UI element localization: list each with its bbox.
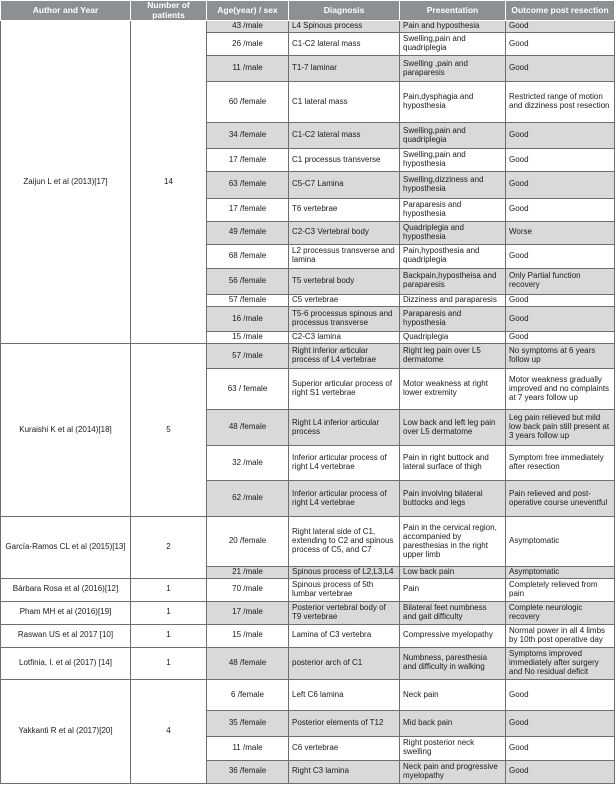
patients-cell: 1 — [131, 624, 207, 647]
outcome-cell: Good — [506, 172, 615, 198]
author-cell: Kuraishi K et al (2014)[18] — [1, 344, 131, 517]
age-cell: 34 /female — [207, 122, 289, 148]
age-cell: 26 /male — [207, 33, 289, 56]
age-cell: 17 /female — [207, 149, 289, 172]
author-cell: García-Ramos CL et al (2015)[13] — [1, 517, 131, 578]
outcome-cell: No symptoms at 6 years follow up — [506, 344, 615, 369]
presentation-cell: Swelling,pain and quadriplegia — [400, 33, 506, 56]
table-row — [1, 344, 615, 369]
diagnosis-cell: C5-C7 Lamina — [289, 172, 400, 198]
age-cell: 17 /female — [207, 198, 289, 221]
presentation-cell: Swelling,pain and hyposthesia — [400, 149, 506, 172]
age-cell: 20 /female — [207, 517, 289, 566]
diagnosis-cell: T6 vertebrae — [289, 198, 400, 221]
presentation-cell: Compressive myelopathy — [400, 624, 506, 647]
header-age-sex: Age(year) / sex — [207, 1, 289, 21]
author-cell: Yakkanti R et al (2017)[20] — [1, 679, 131, 783]
header-patients: Number of patients — [131, 1, 207, 21]
patients-cell: 14 — [131, 21, 207, 344]
outcome-cell: Symptom free immediately after resection — [506, 446, 615, 481]
age-cell: 16 /male — [207, 307, 289, 332]
diagnosis-cell: C1 lateral mass — [289, 82, 400, 123]
header-presentation: Presentation — [400, 1, 506, 21]
diagnosis-cell: Right lateral side of C1, extending to C2 and spinous process of C5, and C7 — [289, 517, 400, 566]
presentation-cell: Pain in right buttock and lateral surface of thigh — [400, 446, 506, 481]
diagnosis-cell: Posterior vertebral body of T9 vertebrae — [289, 601, 400, 624]
table-body — [1, 21, 615, 784]
age-cell: 62 /male — [207, 481, 289, 517]
patients-cell: 1 — [131, 647, 207, 679]
author-cell: Lotfinia, I. et al (2017) [14] — [1, 647, 131, 679]
presentation-cell: Neck pain and progressive myelopathy — [400, 760, 506, 783]
presentation-cell: Swelling,dizziness and hyposthesia — [400, 172, 506, 198]
age-cell: 32 /male — [207, 446, 289, 481]
outcome-cell: Good — [506, 760, 615, 783]
outcome-cell: Good — [506, 56, 615, 82]
outcome-cell: Symptoms improved immediately after surgery and No residual deficit — [506, 647, 615, 679]
presentation-cell: Swelling,pain and quadriplegia — [400, 122, 506, 148]
outcome-cell: Good — [506, 294, 615, 306]
header-diagnosis: Diagnosis — [289, 1, 400, 21]
diagnosis-cell: Right C3 lamina — [289, 760, 400, 783]
presentation-cell: Paraparesis and hyposthesia — [400, 307, 506, 332]
age-cell: 57 /female — [207, 294, 289, 306]
diagnosis-cell: C1-C2 lateral mass — [289, 122, 400, 148]
diagnosis-cell: T5-6 processus spinous and processus transverse — [289, 307, 400, 332]
age-cell: 17 /male — [207, 601, 289, 624]
author-cell: Bárbara Rosa et al (2016)[12] — [1, 578, 131, 601]
age-cell: 15 /male — [207, 332, 289, 344]
age-cell: 49 /female — [207, 221, 289, 244]
presentation-cell: Pain in the cervical region, accompanied by paresthesias in the right upper limb — [400, 517, 506, 566]
outcome-cell: Complete neurologic recovery — [506, 601, 615, 624]
outcome-cell: Asymptomatic — [506, 517, 615, 566]
table-row — [1, 578, 615, 601]
presentation-cell: Dizziness and paraparesis — [400, 294, 506, 306]
outcome-cell: Only Partial function recovery — [506, 268, 615, 294]
patients-cell: 4 — [131, 679, 207, 783]
outcome-cell: Asymptomatic — [506, 566, 615, 578]
age-cell: 48 /female — [207, 647, 289, 679]
outcome-cell: Motor weakness gradually improved and no complaints at 7 years follow up — [506, 369, 615, 410]
outcome-cell: Normal power in all 4 limbs by 10th post operative day — [506, 624, 615, 647]
diagnosis-cell: Posterior elements of T12 — [289, 711, 400, 736]
header-row — [1, 1, 615, 21]
outcome-cell: Worse — [506, 221, 615, 244]
age-cell: 70 /male — [207, 578, 289, 601]
header-author: Author and Year — [1, 1, 131, 21]
presentation-cell: Bilateral feet numbness and gait difficulty — [400, 601, 506, 624]
age-cell: 60 /female — [207, 82, 289, 123]
presentation-cell: Pain and hyposthesia — [400, 21, 506, 33]
diagnosis-cell: Spinous process of 5th lumbar vertebrae — [289, 578, 400, 601]
diagnosis-cell: Lamina of C3 vertebra — [289, 624, 400, 647]
presentation-cell: Pain,hyposthesia and quadriplegia — [400, 244, 506, 268]
diagnosis-cell: C5 vertebrae — [289, 294, 400, 306]
diagnosis-cell: T5 vertebral body — [289, 268, 400, 294]
patients-cell: 5 — [131, 344, 207, 517]
table-row — [1, 21, 615, 33]
table-row — [1, 679, 615, 711]
outcome-cell: Good — [506, 149, 615, 172]
diagnosis-cell: Spinous process of L2,L3,L4 — [289, 566, 400, 578]
age-cell: 43 /male — [207, 21, 289, 33]
presentation-cell: Mid back pain — [400, 711, 506, 736]
patients-cell: 2 — [131, 517, 207, 578]
diagnosis-cell: Right L4 inferior articular process — [289, 410, 400, 446]
diagnosis-cell: C2-C3 Vertebral body — [289, 221, 400, 244]
age-cell: 36 /female — [207, 760, 289, 783]
author-cell: Pham MH et al (2016)[19] — [1, 601, 131, 624]
presentation-cell: Backpain,hypostheisa and paraparesis — [400, 268, 506, 294]
age-cell: 68 /female — [207, 244, 289, 268]
presentation-cell: Right posterior neck swelling — [400, 736, 506, 760]
author-cell: Raswan US et al 2017 [10] — [1, 624, 131, 647]
age-cell: 11 /male — [207, 736, 289, 760]
presentation-cell: Motor weakness at right lower extremity — [400, 369, 506, 410]
presentation-cell: Swelling ,pain and paraparesis — [400, 56, 506, 82]
outcome-cell: Completely relieved from pain — [506, 578, 615, 601]
presentation-cell: Low back pain — [400, 566, 506, 578]
presentation-cell: Numbness, paresthesia and difficulty in walking — [400, 647, 506, 679]
presentation-cell: Right leg pain over L5 dermatome — [400, 344, 506, 369]
age-cell: 48 /female — [207, 410, 289, 446]
presentation-cell: Paraparesis and hyposthesia — [400, 198, 506, 221]
outcome-cell: Pain relieved and post-operative course uneventful — [506, 481, 615, 517]
patients-cell: 1 — [131, 578, 207, 601]
outcome-cell: Restricted range of motion and dizziness post resection — [506, 82, 615, 123]
diagnosis-cell: Left C6 lamina — [289, 679, 400, 711]
outcome-cell: Good — [506, 332, 615, 344]
outcome-cell: Good — [506, 21, 615, 33]
presentation-cell: Pain involving bilateral buttocks and legs — [400, 481, 506, 517]
table-row — [1, 647, 615, 679]
diagnosis-cell: L4 Spinous process — [289, 21, 400, 33]
table-row — [1, 624, 615, 647]
diagnosis-cell: C1-C2 lateral mass — [289, 33, 400, 56]
age-cell: 15 /male — [207, 624, 289, 647]
patients-cell: 1 — [131, 601, 207, 624]
outcome-cell: Good — [506, 736, 615, 760]
outcome-cell: Good — [506, 244, 615, 268]
age-cell: 11 /male — [207, 56, 289, 82]
presentation-cell: Low back and left leg pain over L5 dermatome — [400, 410, 506, 446]
age-cell: 63 / female — [207, 369, 289, 410]
outcome-cell: Good — [506, 198, 615, 221]
outcome-cell: Leg pain relieved but mild low back pain still present at 3 years follow up — [506, 410, 615, 446]
diagnosis-cell: C1 processus transverse — [289, 149, 400, 172]
age-cell: 63 /female — [207, 172, 289, 198]
outcome-cell: Good — [506, 122, 615, 148]
diagnosis-cell: Right inferior articular process of L4 vertebrae — [289, 344, 400, 369]
diagnosis-cell: C2-C3 lamina — [289, 332, 400, 344]
outcome-cell: Good — [506, 33, 615, 56]
presentation-cell: Pain — [400, 578, 506, 601]
presentation-cell: Quadriplegia — [400, 332, 506, 344]
outcome-cell: Good — [506, 679, 615, 711]
age-cell: 56 /female — [207, 268, 289, 294]
age-cell: 57 /male — [207, 344, 289, 369]
diagnosis-cell: Superior articular process of right S1 vertebrae — [289, 369, 400, 410]
outcome-cell: Good — [506, 307, 615, 332]
author-cell: Zaijun L et al (2013)[17] — [1, 21, 131, 344]
table-row — [1, 517, 615, 566]
age-cell: 21 /male — [207, 566, 289, 578]
diagnosis-cell: L2 processus transverse and lamina — [289, 244, 400, 268]
header-outcome: Outcome post resection — [506, 1, 615, 21]
presentation-cell: Quadriplegia and hyposthesia — [400, 221, 506, 244]
outcome-cell: Good — [506, 711, 615, 736]
age-cell: 6 /female — [207, 679, 289, 711]
presentation-cell: Neck pain — [400, 679, 506, 711]
diagnosis-cell: Inferior articular process of right L4 vertebrae — [289, 446, 400, 481]
diagnosis-cell: T1-7 laminar — [289, 56, 400, 82]
table-row — [1, 601, 615, 624]
diagnosis-cell: Inferior articular process of right L4 vertebrae — [289, 481, 400, 517]
age-cell: 35 /female — [207, 711, 289, 736]
presentation-cell: Pain,dysphagia and hyposthesia — [400, 82, 506, 123]
diagnosis-cell: C6 vertebrae — [289, 736, 400, 760]
diagnosis-cell: posterior arch of C1 — [289, 647, 400, 679]
